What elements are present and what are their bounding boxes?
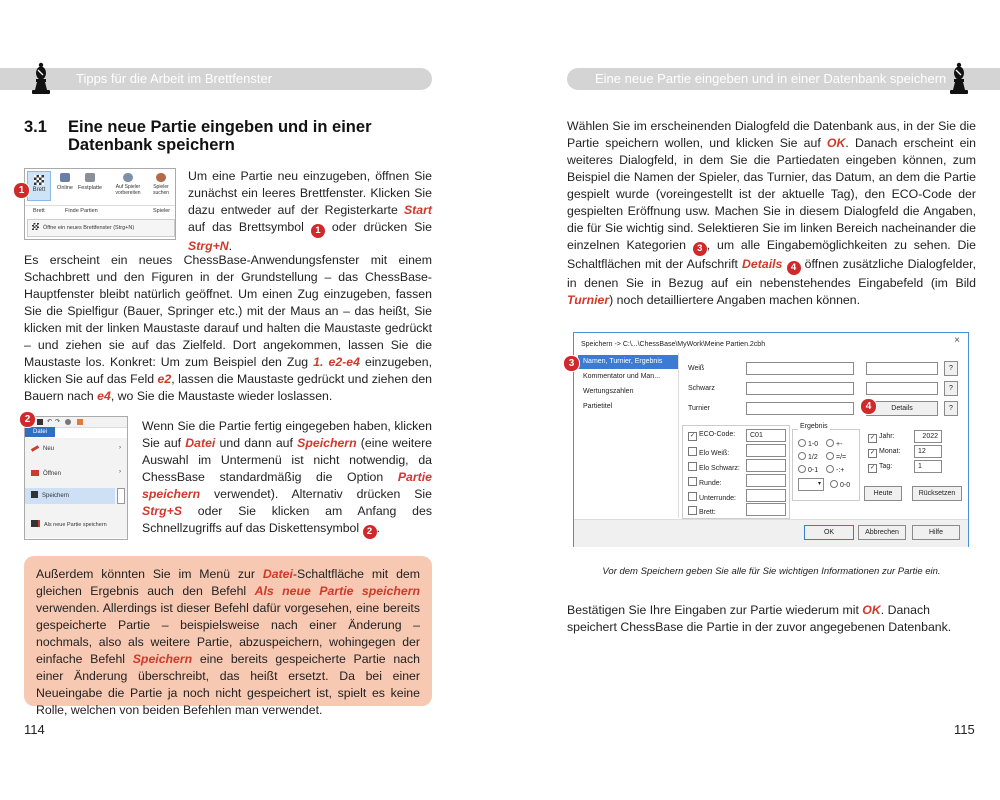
check-elo-black[interactable]: Elo Schwarz: (688, 462, 740, 472)
label-white: Weiß (688, 365, 705, 372)
menu-item-save[interactable]: Speichern (25, 488, 115, 504)
radio-icon (830, 480, 838, 488)
callout-4: 4 (860, 398, 877, 415)
paragraph-intro: Um eine Partie neu einzugeben, öffnen Sie zunächst ein leeres Brettfenster. Klicken Sie dazu entweder auf der Registerkarte Start auf das Brettsymbol 1 oder drücken Sie Strg+N. (188, 169, 432, 253)
radio-icon (798, 452, 806, 460)
menu-item-new[interactable]: Neu (31, 446, 54, 452)
section-title (24, 118, 372, 154)
player-icon (123, 173, 133, 182)
dialog-title: Speichern -> C:\...\ChessBase\MyWork\Meine Partien.2cbh (581, 341, 766, 348)
result-label: Ergebnis (800, 423, 828, 430)
today-button[interactable]: Heute (864, 486, 902, 501)
round-input[interactable] (746, 474, 786, 487)
result-0-1[interactable]: 0-1 (798, 465, 818, 474)
bishop-icon (946, 62, 972, 96)
chessboard-icon (34, 175, 44, 185)
online-icon (60, 173, 70, 182)
ok-button[interactable]: OK (804, 525, 854, 540)
folder-icon (31, 470, 39, 476)
reset-button[interactable]: Rücksetzen (912, 486, 962, 501)
divider (678, 353, 679, 518)
figure-caption: Vor dem Speichern geben Sie alle für Sie wichtigen Informationen zur Partie ein. (602, 566, 941, 577)
elo-white-input[interactable] (746, 444, 786, 457)
festplatte-button[interactable]: Festplatte (77, 173, 103, 191)
save-disk-icon[interactable] (37, 419, 43, 425)
dialog-footer (574, 519, 968, 547)
search-player-button[interactable]: Spieler suchen (149, 173, 173, 196)
paragraph-move-entry: Es erscheint ein neues ChessBase-Anwendungsfenster mit einem Schachbrett und den Figuren in der Grundstellung – das ChessBase-Hauptfenster bleibt natürlich geöffnet. Um einen Zug einzugeben, fassen Sie die Spielfigur (Bauer, Springer etc.) mit der Maus an – das heißt, Sie klicken mit der linken Maustaste darauf und halten die Maustaste gedrückt – und ziehen sie auf das Zielfeld. Dort angekommen, lassen Sie die Maustaste los. Konkret: Um zum Beispiel den Zug 1. e2-e4 einzugeben, klicken Sie auf das Feld e2, lassen die Maustaste gedrückt und ziehen den Bauern nach e4, wo Sie die Maustaste wieder loslassen. (24, 253, 432, 403)
details-button[interactable]: Details (866, 401, 938, 416)
disk-drive-icon (85, 173, 95, 182)
check-month[interactable]: ✓ Monat: (869, 448, 901, 456)
check-eco[interactable]: ✓ ECO-Code: (689, 431, 736, 439)
check-day[interactable]: ✓ Tag: (869, 463, 893, 471)
tool-icon[interactable] (77, 419, 83, 425)
result-dropdown[interactable] (798, 478, 824, 491)
callout-1: 1 (13, 182, 30, 199)
settings-icon[interactable] (65, 419, 71, 425)
radio-icon (826, 439, 834, 447)
black-firstname-input[interactable] (866, 382, 938, 395)
callout-2: 2 (19, 411, 36, 428)
result-1-0[interactable]: 1-0 (798, 439, 818, 448)
radio-icon (798, 439, 806, 447)
category-names[interactable]: Namen, Turnier, Ergebnis (578, 355, 678, 369)
checkbox-checked-icon: ✓ (869, 450, 876, 456)
pen-icon (31, 445, 39, 452)
check-round[interactable]: Runde: (688, 477, 722, 487)
eco-input[interactable]: C01 (746, 429, 786, 442)
checkbox-icon (688, 447, 697, 456)
chessboard-icon (32, 223, 39, 230)
ribbon-group-labels: Brett Finde Partien Spieler (25, 205, 175, 206)
elo-black-input[interactable] (746, 459, 786, 472)
ribbon-screenshot (24, 168, 176, 240)
menu-item-save-as-new[interactable]: Als neue Partie speichern (31, 520, 107, 528)
online-button[interactable]: Online (55, 173, 75, 191)
label-tournament: Turnier (688, 405, 710, 412)
brett-button[interactable] (27, 171, 51, 201)
right-running-header: Eine neue Partie eingeben und in einer Datenbank speichern (567, 68, 1000, 90)
result-plus-minus[interactable]: +- (826, 439, 842, 448)
day-input[interactable]: 1 (914, 460, 942, 473)
tournament-input[interactable] (746, 402, 854, 415)
save-game-dialog (573, 332, 969, 547)
callout-3: 3 (563, 355, 580, 372)
undo-icon[interactable]: ↶ (47, 419, 53, 425)
help-black-button[interactable]: ? (944, 381, 958, 396)
checkbox-checked-icon: ✓ (869, 465, 876, 471)
search-player-icon (156, 173, 166, 182)
save-as-icon (31, 520, 40, 527)
chevron-right-icon: › (119, 469, 121, 475)
file-tab[interactable]: Datei (25, 427, 55, 437)
year-input[interactable]: 2022 (914, 430, 942, 443)
prepare-player-button[interactable]: Auf Spieler vorbereiten (111, 173, 145, 196)
checkbox-icon (688, 506, 697, 515)
tip-box: Außerdem könnten Sie im Menü zur Datei-Schaltfläche mit dem gleichen Ergebnis auch den Befehl Als neue Partie speichern verwenden. Allerdings ist dieser Befehl dafür vorgesehen, eine bereits gespeicherte Partie – beispielsweise nach einer Änderung – nochmals, also als weitere Partie, abzuspeichern, wohingegen der einfache Befehl Speichern eine bereits gespeicherte Partie nach einer Änderung überschreibt, das heißt ersetzt. Da bei einer Neueingabe die Partie ja noch nicht gespeichert ist, spielt es keine Rolle, welchen von beiden Befehlen man verwendet. (24, 556, 432, 706)
help-tournament-button[interactable]: ? (944, 401, 958, 416)
file-menu-screenshot (24, 416, 128, 540)
page-number-right: 115 (954, 722, 975, 737)
result-draw[interactable]: 1/2 (798, 452, 818, 461)
checkbox-icon (688, 477, 697, 486)
result-equal[interactable]: =/= (826, 452, 846, 461)
checkbox-checked-icon: ✓ (689, 433, 696, 439)
month-input[interactable]: 12 (914, 445, 942, 458)
white-firstname-input[interactable] (866, 362, 938, 375)
help-white-button[interactable]: ? (944, 361, 958, 376)
category-ratings[interactable]: Wertungszahlen (583, 388, 634, 395)
checkbox-checked-icon: ✓ (869, 435, 876, 441)
left-running-header: Tipps für die Arbeit im Brettfenster (0, 68, 432, 90)
result-minus-plus[interactable]: -:+ (826, 465, 844, 474)
white-player-input[interactable] (746, 362, 854, 375)
check-subround[interactable]: Unterrunde: (688, 492, 736, 502)
section-number: 3.1 (24, 118, 47, 136)
checkbox-icon (688, 462, 697, 471)
paragraph-confirm: Bestätigen Sie Ihre Eingaben zur Partie wiederum mit OK. Danach speichert ChessBase die Partie in der zuvor angegebenen Datenbank. (567, 603, 952, 634)
inline-callout-2: 2 (363, 525, 377, 539)
help-button[interactable]: Hilfe (912, 525, 960, 540)
inline-callout-4: 4 (787, 261, 801, 275)
board-input[interactable] (746, 503, 786, 516)
inline-callout-3: 3 (693, 242, 707, 256)
chevron-right-icon: › (119, 445, 121, 451)
section-title-line1: Eine neue Partie eingeben und in einer (68, 118, 372, 136)
inline-callout-1: 1 (311, 224, 325, 238)
paragraph-dialog-intro: Wählen Sie im erscheinenden Dialogfeld die Datenbank aus, in der Sie die Partie speichern wollen, und klicken Sie auf OK. Danach erscheint ein weiteres Dialogfeld, in dem Sie die Partiedaten eingeben können, zum Beispiel die Namen der Spieler, das Turnier, das Datum, an dem die Partie gespielt wurde (voreingestellt ist der aktuelle Tag), den ECO-Code der gespielten Eröffnung usw. Machen Sie in diesem Dialogfeld die Angaben, die für Sie wichtig sind. Selektieren Sie im linken Bereich nacheinander die einzelnen Kategorien 3 , um alle Eingabemöglichkeiten zu sehen. Die Schaltflächen mit der Aufschrift Details 4 öffnen zusätzliche Dialogfelder, in denen Sie in Bezug auf ein nebenstehendes Eingabefeld (im Bild Turnier) noch detailliertere Angaben machen können. (567, 119, 977, 307)
category-title[interactable]: Partietitel (583, 403, 613, 410)
submenu-arrow-area[interactable] (117, 488, 125, 504)
redo-icon[interactable]: ↷ (55, 419, 61, 425)
category-list (578, 355, 678, 415)
check-elo-white[interactable]: Elo Weiß: (688, 447, 729, 457)
radio-icon (798, 465, 806, 473)
check-board[interactable]: Brett: (688, 506, 716, 516)
brett-label: Brett (32, 187, 46, 193)
close-icon[interactable]: × (954, 335, 960, 346)
checkbox-icon (688, 492, 697, 501)
menu-item-open[interactable]: Öffnen (31, 470, 61, 477)
result-0-0[interactable]: 0-0 (830, 480, 850, 489)
paragraph-save: Wenn Sie die Partie fertig eingegeben haben, klicken Sie auf Datei und dann auf Speichern (eine weitere Auswahl im Untermenü ist nicht notwendig, da ChessBase standardmäßig die Option Partie speichern verwendet). Alternativ drücken Sie Strg+S oder Sie klicken am Anfang des Schnellzugriffs auf das Diskettensymbol 2 . (142, 419, 432, 537)
page-number-left: 114 (24, 722, 45, 737)
save-disk-icon (31, 491, 38, 498)
cancel-button[interactable]: Abbrechen (858, 525, 906, 540)
section-title-line2: Datenbank speichern (68, 136, 235, 154)
check-year[interactable]: ✓ Jahr: (869, 433, 895, 441)
radio-icon (826, 465, 834, 473)
label-black: Schwarz (688, 385, 715, 392)
category-annotator[interactable]: Kommentator und Man... (583, 373, 661, 380)
subround-input[interactable] (746, 489, 786, 502)
bishop-icon (28, 62, 54, 96)
ribbon-tooltip-item[interactable]: Öffne ein neues Brettfenster (Strg+N) (27, 219, 175, 237)
chevron-down-icon: ▾ (817, 481, 821, 487)
radio-icon (826, 452, 834, 460)
black-player-input[interactable] (746, 382, 854, 395)
file-menu (25, 438, 127, 538)
